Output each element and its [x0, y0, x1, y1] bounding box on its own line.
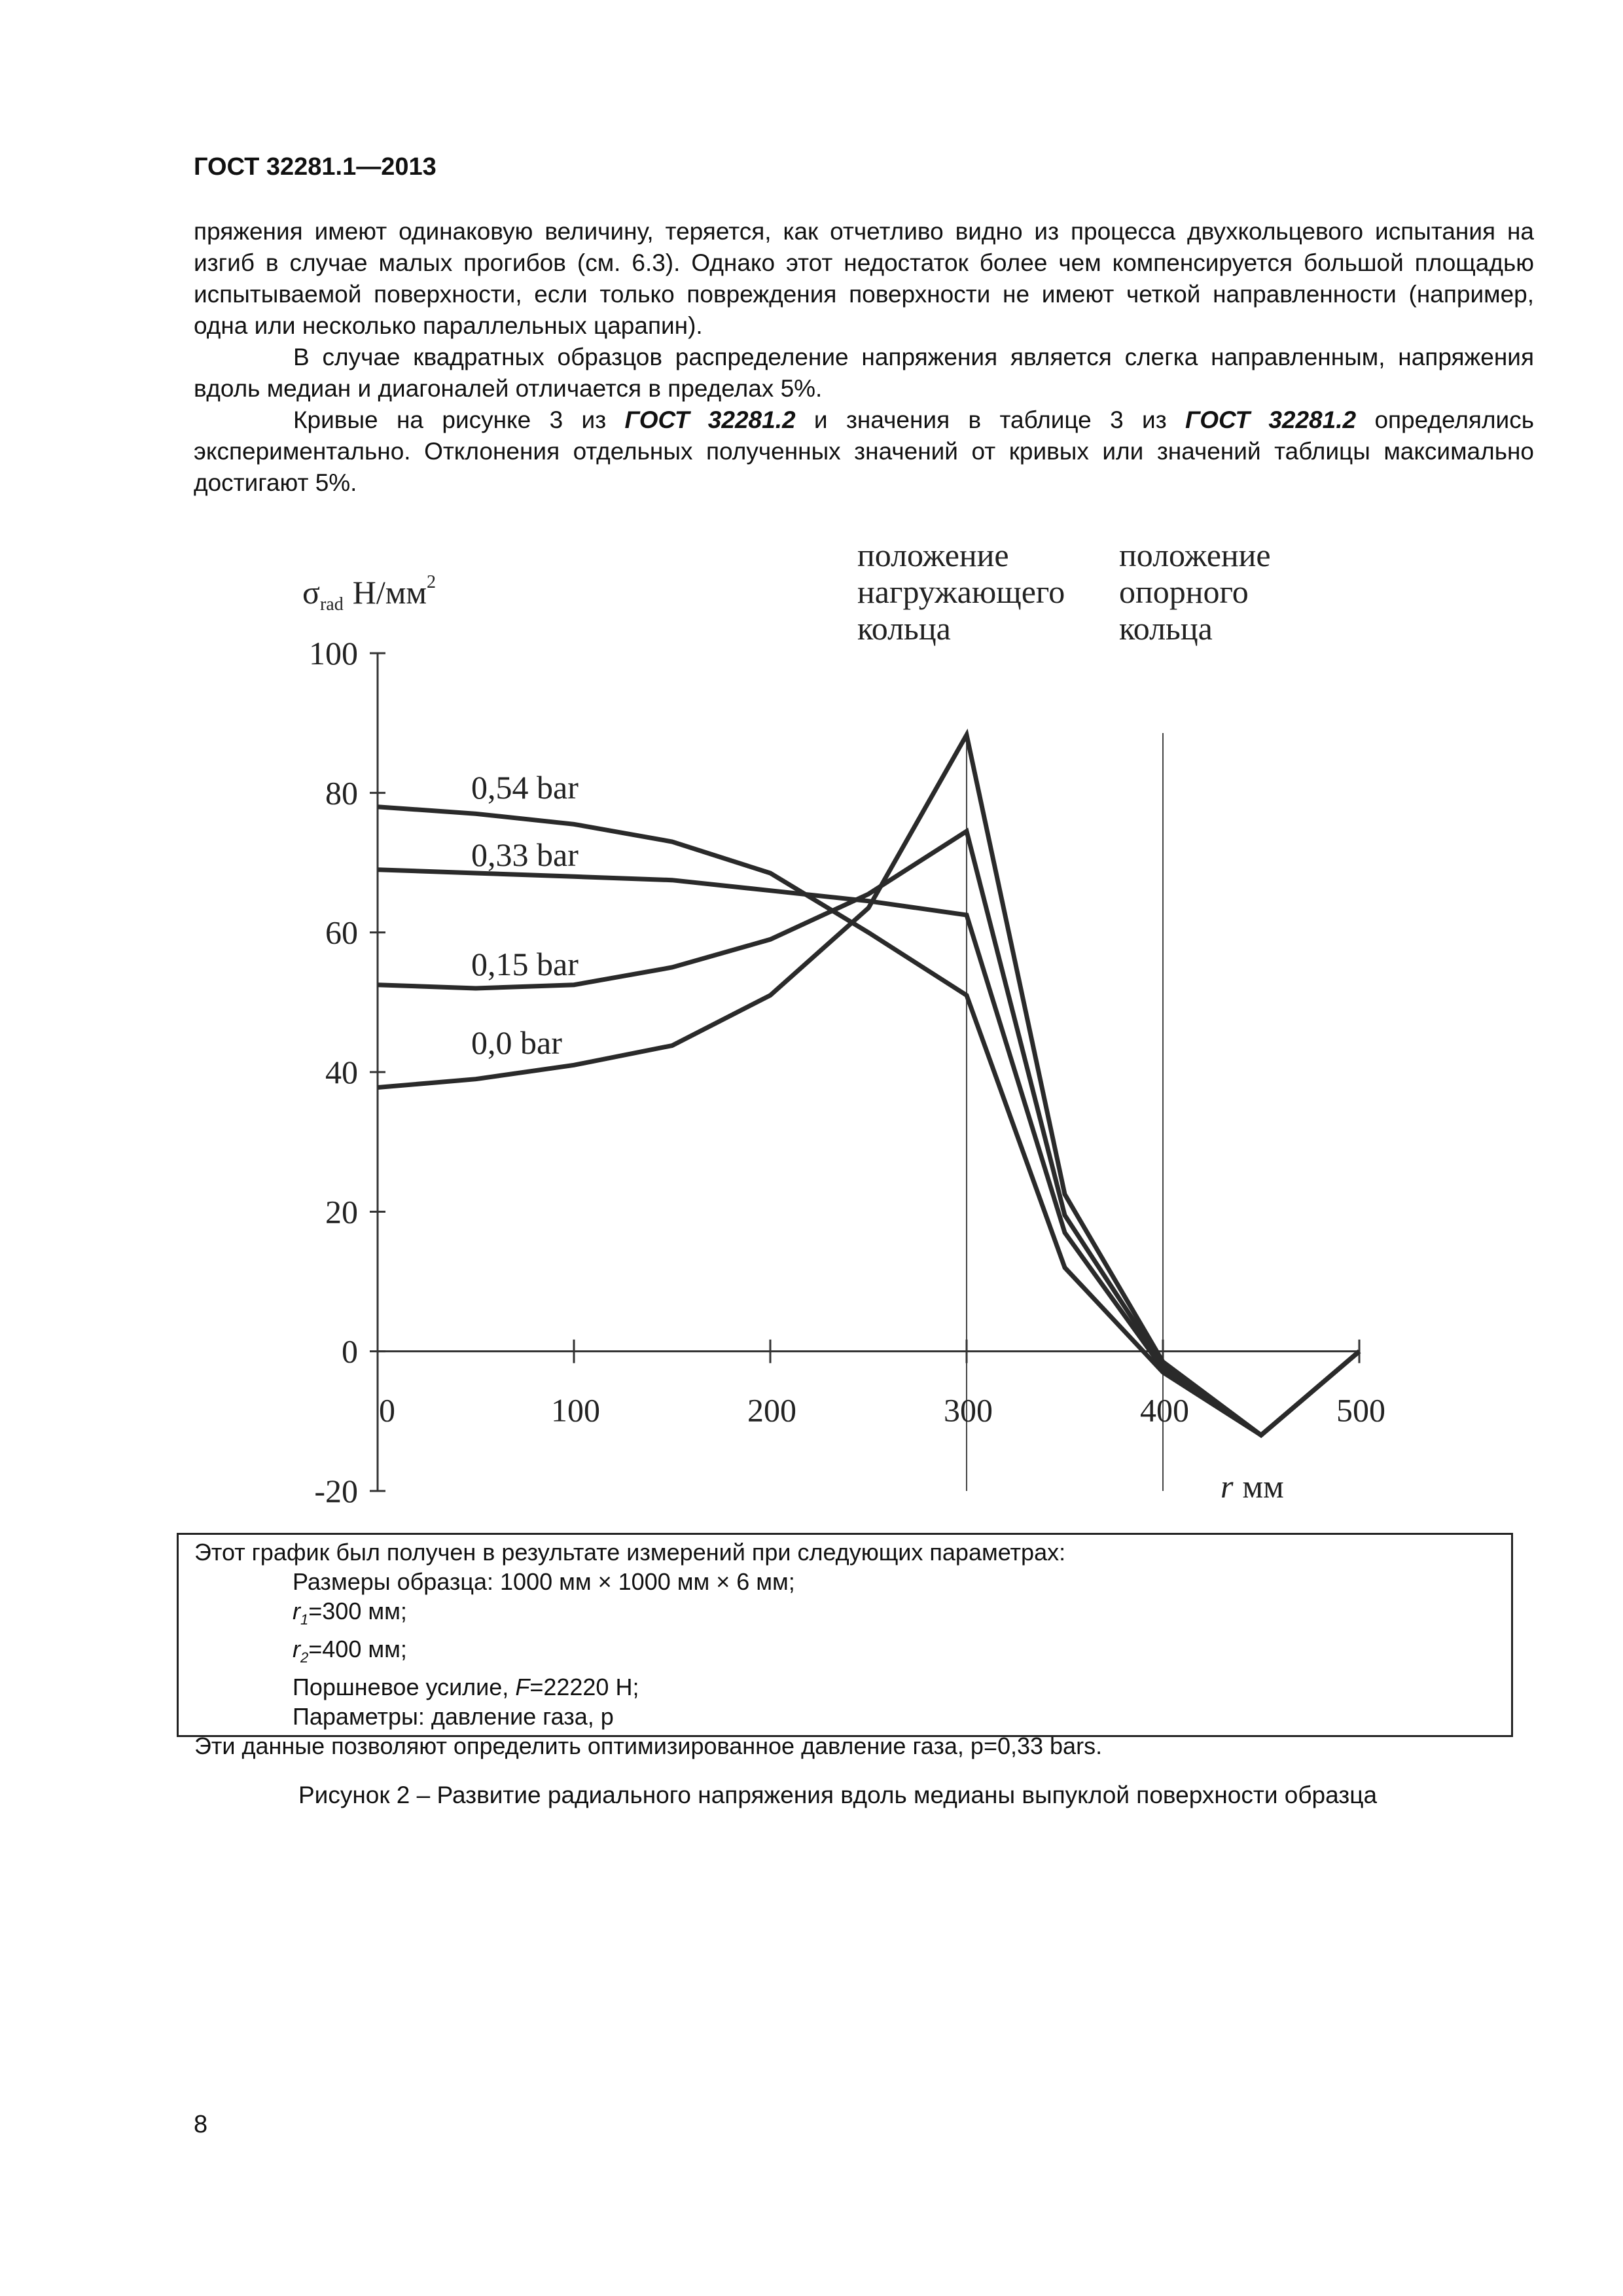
figure-caption: Рисунок 2 – Развитие радиального напряжения вдоль медианы выпуклой поверхности образца: [298, 1782, 1378, 1808]
x-tick-label-1: 100: [551, 1391, 600, 1429]
ring-annotation-1-line-3: кольца: [857, 610, 951, 647]
series-label-2: 0,33 bar: [471, 836, 579, 873]
params-force: Поршневое усилие, F=22220 Н;: [293, 1674, 639, 1701]
page-number: 8: [194, 2111, 208, 2138]
params-gas: Параметры: давление газа, p: [293, 1703, 614, 1731]
ring-annotation-2-line-2: опорного: [1119, 573, 1249, 610]
y-tick-label-5: 0: [342, 1333, 358, 1370]
y-tick-label-1: 80: [325, 774, 358, 812]
ring-annotation-2-line-3: кольца: [1119, 610, 1213, 647]
y-tick-label-3: 40: [325, 1054, 358, 1090]
y-tick-label-2: 60: [325, 914, 358, 951]
body-text: [194, 216, 1534, 499]
standard-ref-2: ГОСТ 32281.2: [1185, 406, 1357, 433]
params-intro: Этот график был получен в результате измерений при следующих параметрах:: [194, 1539, 1066, 1566]
y-tick-label-4: 20: [325, 1193, 358, 1230]
params-conclusion: Эти данные позволяют определить оптимизированное давление газа, p=0,33 bars.: [194, 1732, 1103, 1760]
x-tick-label-0: 0: [379, 1391, 395, 1429]
ring-annotation-2-line-1: положение: [1119, 537, 1271, 573]
params-specimen-size: Размеры образца: 1000 мм × 1000 мм × 6 мм;: [293, 1568, 795, 1595]
x-tick-label-5: 500: [1336, 1391, 1385, 1429]
x-tick-label-3: 300: [944, 1391, 993, 1429]
params-r2: $r_2=400$ мм;: [293, 1636, 407, 1666]
paragraph-3: [194, 404, 1534, 499]
series-label-3: 0,15 bar: [471, 946, 579, 982]
x-tick-label-2: 200: [747, 1391, 796, 1429]
series-label-1: 0,54 bar: [471, 769, 579, 806]
paragraph-3-pre: Кривые на рисунке 3 из: [293, 406, 625, 433]
paragraph-3-mid: и значения в таблице 3 из: [795, 406, 1186, 433]
params-r1: $r_1=300$ мм;: [293, 1598, 407, 1628]
parameters-box: [177, 1533, 1513, 1760]
paragraph-1: пряжения имеют одинаковую величину, теряется, как отчетливо видно из процесса двухкольцевого испытания на изгиб в случае малых прогибов (см. 6.3). Однако этот недостаток более чем компенсируется большой площадью испытываемой поверхности, если только повреждения поверхности не имеют четкой направленности (например, одна или несколько параллельных царапин).: [194, 218, 1534, 339]
ring-annotation-1-line-1: положение: [857, 537, 1009, 573]
x-axis-label: r мм: [1221, 1468, 1284, 1505]
stress-chart: [0, 524, 1623, 1518]
series-line-3: [378, 831, 1359, 1435]
paragraph-3-post: определялись экспериментально. Отклонения отдельных полученных значений от кривых или значений таблицы максимально достигают 5%.: [194, 406, 1534, 496]
standard-ref-1: ГОСТ 32281.2: [624, 406, 796, 433]
series-label-4: 0,0 bar: [471, 1024, 562, 1061]
y-axis-label: $\sigma_{rad}$ $Н/мм^2$: [302, 572, 436, 615]
x-tick-label-4: 400: [1140, 1391, 1189, 1429]
ring-annotation-1-line-2: нагружающего: [857, 573, 1065, 610]
standard-header: ГОСТ 32281.1—2013: [194, 153, 437, 181]
paragraph-2: В случае квадратных образцов распределение напряжения является слегка направленным, напряжения вдоль медиан и диагоналей отличается в пределах 5%.: [194, 344, 1534, 402]
y-tick-label-0: 100: [309, 635, 358, 672]
y-tick-label-6: -20: [314, 1473, 358, 1509]
